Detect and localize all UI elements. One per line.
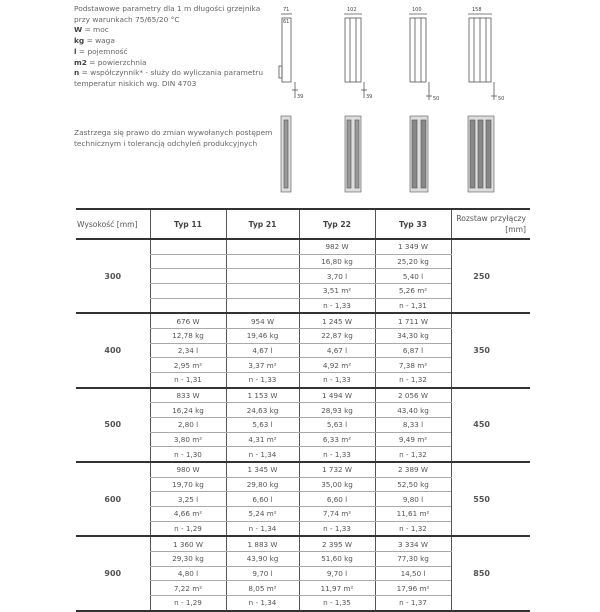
value-cell: 16,24 kg	[150, 403, 226, 418]
section-typ21	[345, 116, 361, 192]
value-cell: 3,25 l	[150, 492, 226, 507]
legend-key: l	[74, 46, 77, 56]
value-cell: 3 334 W	[375, 536, 451, 551]
table-row	[76, 536, 530, 551]
value-cell: 19,46 kg	[226, 329, 299, 344]
legend-item	[74, 58, 274, 69]
value-cell: 7,22 m²	[150, 581, 226, 596]
height-label-typ21: 39	[366, 94, 373, 100]
value-cell: 3,70 l	[299, 269, 375, 284]
table-row	[76, 388, 530, 403]
empty-cell	[226, 298, 299, 313]
value-cell: 9,80 l	[375, 492, 451, 507]
width-label-typ22: 100	[412, 7, 422, 13]
legend-key: n	[74, 68, 80, 78]
spacing-cell: 450	[451, 388, 530, 462]
value-cell: 1 732 W	[299, 462, 375, 477]
value-cell: 11,61 m²	[375, 507, 451, 522]
value-cell: n - 1,33	[299, 373, 375, 388]
value-cell: n - 1,33	[226, 373, 299, 388]
width-label-typ33: 158	[472, 7, 482, 13]
value-cell: 11,97 m²	[299, 581, 375, 596]
value-cell: n - 1,30	[150, 447, 226, 462]
table-row	[76, 313, 530, 328]
empty-cell	[226, 239, 299, 254]
table-row	[76, 462, 530, 477]
value-cell: 35,00 kg	[299, 477, 375, 492]
height-cell: 400	[76, 313, 150, 387]
value-cell: 7,38 m²	[375, 358, 451, 373]
spacing-cell: 550	[451, 462, 530, 536]
value-cell: n - 1,31	[150, 373, 226, 388]
value-cell: 8,33 l	[375, 418, 451, 433]
section-typ33	[468, 116, 494, 192]
value-cell: 22,87 kg	[299, 329, 375, 344]
height-label-typ33: 50	[498, 96, 505, 102]
height-cell: 600	[76, 462, 150, 536]
value-cell: 1 153 W	[226, 388, 299, 403]
height-cell: 900	[76, 536, 150, 610]
value-cell: 2 056 W	[375, 388, 451, 403]
header-typ21: Typ 21	[226, 209, 299, 239]
value-cell: 16,80 kg	[299, 254, 375, 269]
value-cell: n - 1,35	[299, 596, 375, 611]
value-cell: 2 395 W	[299, 536, 375, 551]
value-cell: 6,60 l	[299, 492, 375, 507]
value-cell: 19,70 kg	[150, 477, 226, 492]
value-cell: 1 494 W	[299, 388, 375, 403]
value-cell: n - 1,32	[375, 521, 451, 536]
value-cell: 1 883 W	[226, 536, 299, 551]
value-cell: n - 1,32	[375, 373, 451, 388]
value-cell: 4,80 l	[150, 566, 226, 581]
height-cell: 500	[76, 388, 150, 462]
value-cell: 28,93 kg	[299, 403, 375, 418]
value-cell: 4,67 l	[299, 343, 375, 358]
dimension-labels	[283, 7, 504, 102]
header-typ33: Typ 33	[375, 209, 451, 239]
value-cell: 43,90 kg	[226, 552, 299, 567]
legend	[74, 4, 274, 90]
value-cell: 980 W	[150, 462, 226, 477]
value-cell: 4,31 m²	[226, 432, 299, 447]
legend-items	[74, 25, 274, 89]
empty-cell	[150, 284, 226, 299]
value-cell: 5,24 m²	[226, 507, 299, 522]
spacing-cell: 850	[451, 536, 530, 610]
section-typ11	[281, 116, 291, 192]
empty-cell	[226, 284, 299, 299]
profile-typ11	[279, 14, 298, 98]
table-row	[76, 239, 530, 254]
value-cell: 52,50 kg	[375, 477, 451, 492]
value-cell: 17,96 m²	[375, 581, 451, 596]
legend-item	[74, 25, 274, 36]
height-label-typ22: 50	[433, 96, 440, 102]
empty-cell	[226, 269, 299, 284]
header-height: Wysokość [mm]	[76, 209, 150, 239]
legend-text: = waga	[84, 36, 115, 46]
value-cell: n - 1,34	[226, 521, 299, 536]
legend-text: = moc	[82, 25, 109, 35]
value-cell: 5,40 l	[375, 269, 451, 284]
legend-text: = powierzchnia	[86, 57, 147, 67]
profile-typ22	[409, 14, 432, 100]
value-cell: 1 360 W	[150, 536, 226, 551]
empty-cell	[150, 254, 226, 269]
value-cell: 954 W	[226, 313, 299, 328]
value-cell: n - 1,33	[299, 298, 375, 313]
value-cell: 3,37 m²	[226, 358, 299, 373]
value-cell: 29,80 kg	[226, 477, 299, 492]
legend-item	[74, 47, 274, 58]
legend-key: W	[74, 25, 83, 35]
value-cell: 6,60 l	[226, 492, 299, 507]
legend-text: = współczynnik* - służy do wyliczania parametru temperatur niskich wg. DIN 4703	[74, 68, 264, 88]
value-cell: 5,63 l	[226, 418, 299, 433]
legend-item	[74, 68, 274, 89]
value-cell: 3,51 m²	[299, 284, 375, 299]
value-cell: 1 345 W	[226, 462, 299, 477]
value-cell: n - 1,29	[150, 521, 226, 536]
value-cell: n - 1,32	[375, 447, 451, 462]
value-cell: 2,80 l	[150, 418, 226, 433]
value-cell: 5,26 m²	[375, 284, 451, 299]
value-cell: 2 389 W	[375, 462, 451, 477]
value-cell: 6,87 l	[375, 343, 451, 358]
value-cell: n - 1,34	[226, 596, 299, 611]
legend-item	[74, 36, 274, 47]
spacing-cell: 350	[451, 313, 530, 387]
spacing-cell: 250	[451, 239, 530, 313]
empty-cell	[226, 254, 299, 269]
value-cell: 29,30 kg	[150, 552, 226, 567]
value-cell: 2,34 l	[150, 343, 226, 358]
profile-drawings	[279, 14, 497, 100]
profile-typ33	[468, 14, 497, 100]
value-cell: 6,33 m²	[299, 432, 375, 447]
value-cell: 676 W	[150, 313, 226, 328]
value-cell: 833 W	[150, 388, 226, 403]
value-cell: 4,67 l	[226, 343, 299, 358]
value-cell: 7,74 m²	[299, 507, 375, 522]
value-cell: 2,95 m²	[150, 358, 226, 373]
legend-intro: Podstawowe parametry dla 1 m długości grzejnika przy warunkach 75/65/20 °C	[74, 4, 261, 24]
empty-cell	[150, 239, 226, 254]
small-label-typ11: 61	[283, 19, 290, 25]
empty-cell	[150, 269, 226, 284]
value-cell: 3,80 m²	[150, 432, 226, 447]
value-cell: 9,49 m²	[375, 432, 451, 447]
legend-key: m2	[74, 57, 87, 67]
value-cell: 34,30 kg	[375, 329, 451, 344]
value-cell: n - 1,31	[375, 298, 451, 313]
value-cell: 14,50 l	[375, 566, 451, 581]
value-cell: n - 1,33	[299, 521, 375, 536]
value-cell: 1 245 W	[299, 313, 375, 328]
value-cell: 8,05 m²	[226, 581, 299, 596]
value-cell: 9,70 l	[299, 566, 375, 581]
value-cell: 1 711 W	[375, 313, 451, 328]
value-cell: 4,92 m²	[299, 358, 375, 373]
profile-typ21	[344, 14, 367, 98]
value-cell: 12,78 kg	[150, 329, 226, 344]
value-cell: 5,63 l	[299, 418, 375, 433]
value-cell: 9,70 l	[226, 566, 299, 581]
value-cell: 4,66 m²	[150, 507, 226, 522]
value-cell: 77,30 kg	[375, 552, 451, 567]
width-label-typ21: 102	[347, 7, 357, 13]
legend-text: = pojemność	[76, 46, 128, 56]
cross-sections	[281, 116, 494, 192]
width-label-typ11: 71	[283, 7, 290, 13]
height-label-typ11: 39	[297, 94, 304, 100]
empty-cell	[150, 298, 226, 313]
value-cell: n - 1,34	[226, 447, 299, 462]
disclaimer-note: Zastrzega się prawo do zmian wywołanych postępem technicznym i tolerancją odchyleń produkcyjnych	[74, 128, 273, 148]
value-cell: 982 W	[299, 239, 375, 254]
radiator-drawings	[270, 0, 530, 200]
header-spacing: Rozstaw przyłączy [mm]	[451, 209, 530, 239]
height-cell: 300	[76, 239, 150, 313]
table-header-row	[76, 209, 530, 239]
header-typ22: Typ 22	[299, 209, 375, 239]
radiator-spec-table	[76, 208, 530, 612]
value-cell: n - 1,29	[150, 596, 226, 611]
value-cell: 1 349 W	[375, 239, 451, 254]
value-cell: n - 1,33	[299, 447, 375, 462]
header-typ11: Typ 11	[150, 209, 226, 239]
value-cell: 24,63 kg	[226, 403, 299, 418]
value-cell: 43,40 kg	[375, 403, 451, 418]
section-typ22	[410, 116, 428, 192]
value-cell: 51,60 kg	[299, 552, 375, 567]
table-body	[76, 239, 530, 611]
legend-key: kg	[74, 36, 85, 46]
value-cell: n - 1,37	[375, 596, 451, 611]
value-cell: 25,20 kg	[375, 254, 451, 269]
